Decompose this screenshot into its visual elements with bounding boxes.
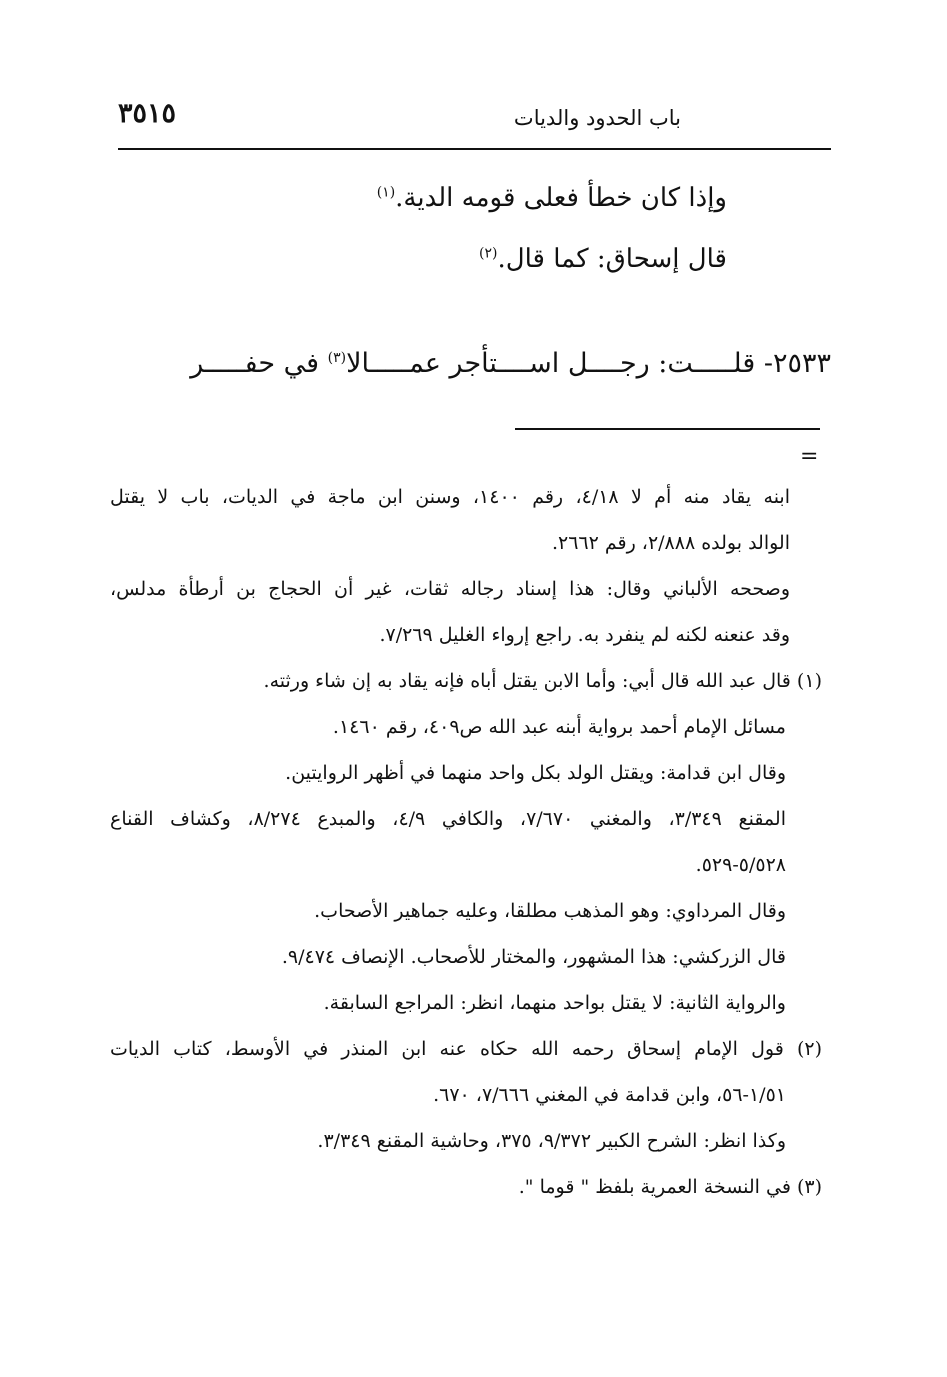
page-number: ٣٥١٥ (118, 98, 177, 129)
footnote-separator (515, 428, 820, 430)
footnote-line: مسائل الإمام أحمد برواية أبنه عبد الله ص٤٠٩، رقم ١٤٦٠. (332, 716, 786, 738)
footnote-line: وقد عنعنه لكنه لم ينفرد به. راجع إرواء الغليل ٧/٢٦٩. (379, 624, 790, 646)
footnote-ref-3: (٣) (327, 350, 347, 366)
footnote-line: والرواية الثانية: لا يقتل بواحد منهما، انظر: المراجع السابقة. (323, 992, 786, 1014)
footnote-line: وقال المرداوي: وهو المذهب مطلقا، وعليه جماهير الأصحاب. (314, 900, 786, 922)
footnote-ref-2: (٢) (479, 245, 498, 262)
page-header (118, 98, 831, 144)
main-text-1: وإذا كان خطأ فعلى قومه الدية. (395, 183, 727, 213)
entry-heading-2533 (120, 348, 831, 379)
header-rule (118, 148, 831, 150)
main-text-2: قال إسحاق: كما قال. (497, 244, 727, 274)
footnote-line: وكذا انظر: الشرح الكبير ٩/٣٧٢، ٣٧٥، وحاشية المقنع ٣/٣٤٩. (317, 1130, 786, 1152)
footnote-line: قال الزركشي: هذا المشهور، والمختار للأصحاب. الإنصاف ٩/٤٧٤. (281, 946, 786, 968)
footnote-ref-1: (١) (376, 184, 396, 201)
footnote-line: الوالد بولده ٢/٨٨٨، رقم ٢٦٦٢. (551, 532, 790, 554)
footnote-line: المقنع ٣/٣٤٩، والمغني ٧/٦٧٠، والكافي ٤/٩، والمبدع ٨/٢٧٤، وكشاف القناع (110, 808, 786, 830)
footnote-line: وصححه الألباني وقال: هذا إسناد رجاله ثقات، غير أن الحجاج بن أرطأة مدلس، (110, 578, 790, 600)
main-text-line-2 (479, 244, 727, 274)
footnote-line: ابنه يقاد منه أم لا ٤/١٨، رقم ١٤٠٠، وسنن ابن ماجة في الديات، باب لا يقتل (110, 486, 791, 508)
footnote-line: ١/٥١-٥٦، وابن قدامة في المغني ٧/٦٦٦، ٦٧٠. (433, 1084, 786, 1106)
main-text-line-1 (377, 183, 727, 213)
continuation-mark: = (800, 444, 819, 469)
footnote-line: (١) قال عبد الله قال أبي: وأما الابن يقتل أباه فإنه يقاد به إن شاء ورثته. (263, 670, 822, 692)
running-title: باب الحدود والديات (513, 106, 681, 130)
footnote-line: (٢) قول الإمام إسحاق رحمه الله حكاه عنه ابن المنذر في الأوسط، كتاب الديات (110, 1038, 822, 1060)
entry-end: في حفـــــر (190, 348, 328, 379)
footnote-line: (٣) في النسخة العمرية بلفظ " قوما ". (518, 1176, 822, 1198)
footnote-line: وقال ابن قدامة: ويقتل الولد بكل واحد منهما في أظهر الروايتين. (285, 762, 786, 784)
footnotes (110, 474, 822, 1210)
footnote-line: ٥/٥٢٨-٥٢٩. (695, 854, 786, 876)
entry-start: ٢٥٣٣- قلـــــت: رجــــل اســــتأجر عمـــــالا (346, 348, 831, 379)
